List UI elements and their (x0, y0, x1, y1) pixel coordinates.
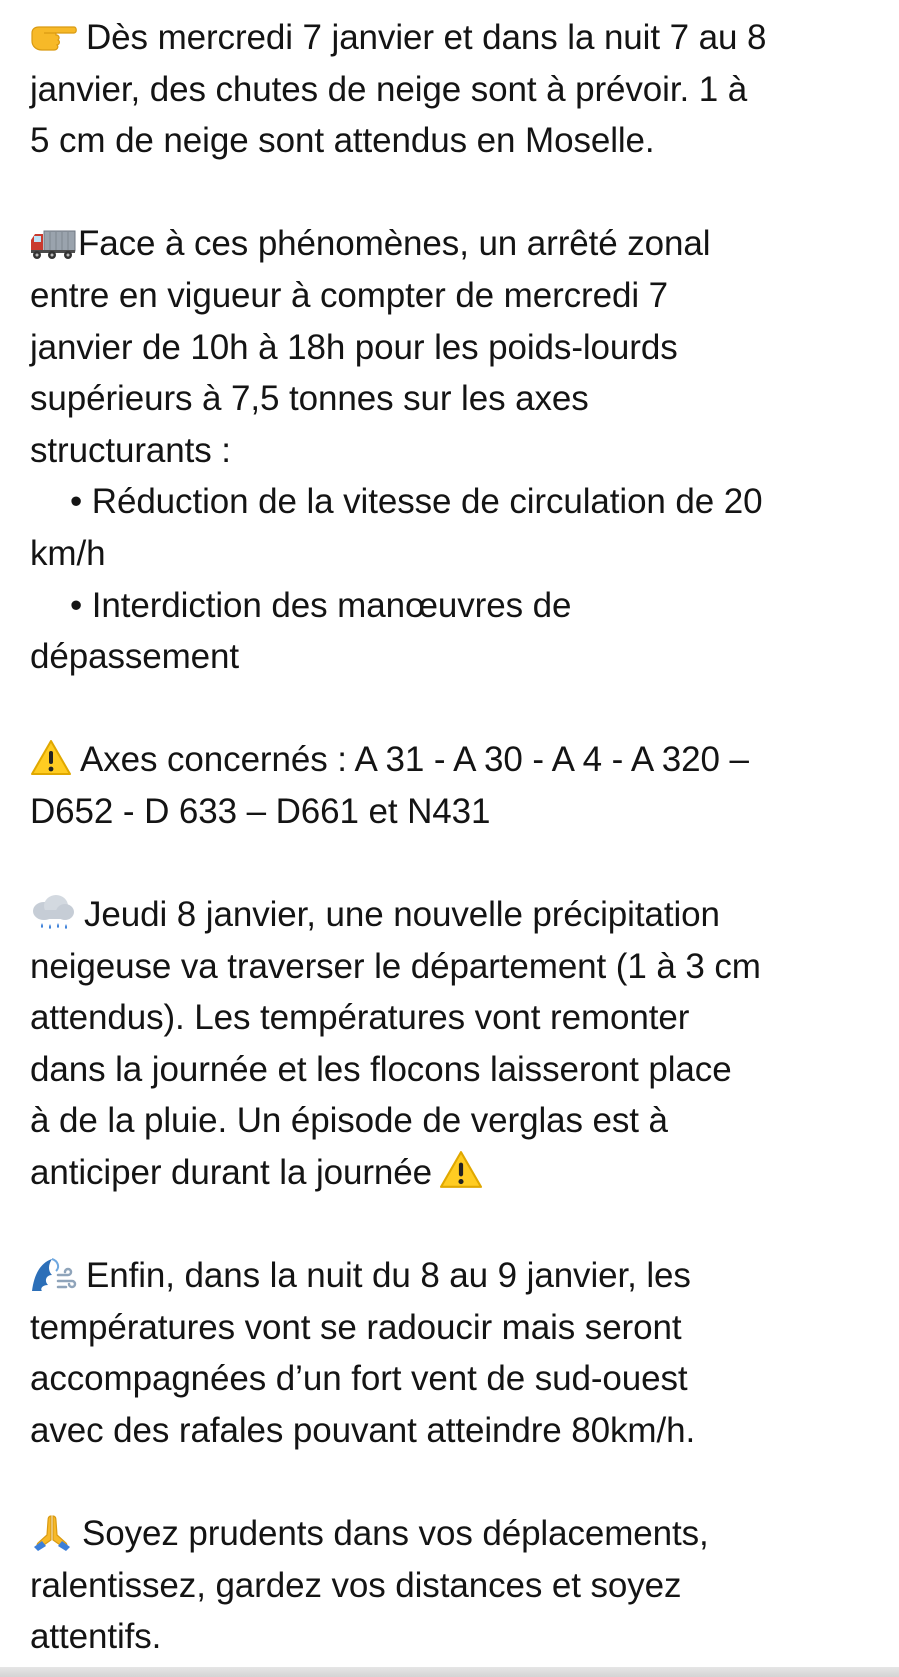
bullet-item: • Réduction de la vitesse de circulation de 20 (70, 482, 763, 522)
paragraph-wind (30, 1250, 892, 1456)
text-line: 5 cm de neige sont attendus en Moselle. (30, 121, 655, 161)
rain-cloud-icon (30, 894, 76, 932)
text-line: attendus). Les températures vont remonter (30, 998, 690, 1038)
text-line: avec des rafales pouvant atteindre 80km/h. (30, 1411, 696, 1451)
text-line: à de la pluie. Un épisode de verglas est à (30, 1101, 668, 1141)
truck-icon (30, 225, 76, 261)
text-line: janvier, des chutes de neige sont à prévoir. 1 à (30, 69, 748, 109)
text-line: neigeuse va traverser le département (1 à 3 cm (30, 946, 761, 986)
wind-wave-icon (30, 1255, 78, 1293)
text-line: D652 - D 633 – D661 et N431 (30, 791, 491, 831)
bullet-item-continuation: km/h (30, 533, 106, 573)
text-line: supérieurs à 7,5 tonnes sur les axes (30, 379, 589, 419)
text-line: Dès mercredi 7 janvier et dans la nuit 7 au 8 (30, 12, 892, 64)
paragraph-truck-restriction (30, 218, 892, 682)
paragraph-snow-forecast (30, 12, 892, 167)
praying-hands-icon (30, 1513, 74, 1551)
text-line: entre en vigueur à compter de mercredi 7 (30, 275, 668, 315)
text-line: ralentissez, gardez vos distances et soyez (30, 1565, 682, 1605)
paragraph-affected-roads (30, 734, 892, 837)
text-line: janvier de 10h à 18h pour les poids-lourds (30, 327, 678, 367)
text-line: attentifs. (30, 1617, 162, 1657)
text-line: accompagnées d’un fort vent de sud-ouest (30, 1359, 688, 1399)
text-line: Soyez prudents dans vos déplacements, (30, 1508, 892, 1560)
paragraph-be-careful (30, 1508, 892, 1663)
text-line: dans la journée et les flocons laisseront place (30, 1049, 732, 1089)
text-line: anticiper durant la journée (30, 1147, 892, 1199)
text-line: Enfin, dans la nuit du 8 au 9 janvier, les (30, 1250, 892, 1302)
text-line: Face à ces phénomènes, un arrêté zonal (30, 218, 892, 270)
post-body (30, 12, 892, 1663)
bullet-item-continuation: dépassement (30, 637, 240, 677)
bullet-item: • Interdiction des manœuvres de (70, 585, 572, 625)
text-line: Axes concernés : A 31 - A 30 - A 4 - A 320 – (30, 734, 892, 786)
text-line: Jeudi 8 janvier, une nouvelle précipitation (30, 889, 892, 941)
warning-icon (30, 739, 72, 777)
pointing-hand-icon (30, 19, 78, 55)
paragraph-thursday-snow (30, 889, 892, 1199)
text-line: températures vont se radoucir mais seront (30, 1307, 682, 1347)
bottom-divider (0, 1667, 899, 1677)
warning-icon (436, 1150, 486, 1190)
text-line: structurants : (30, 430, 231, 470)
